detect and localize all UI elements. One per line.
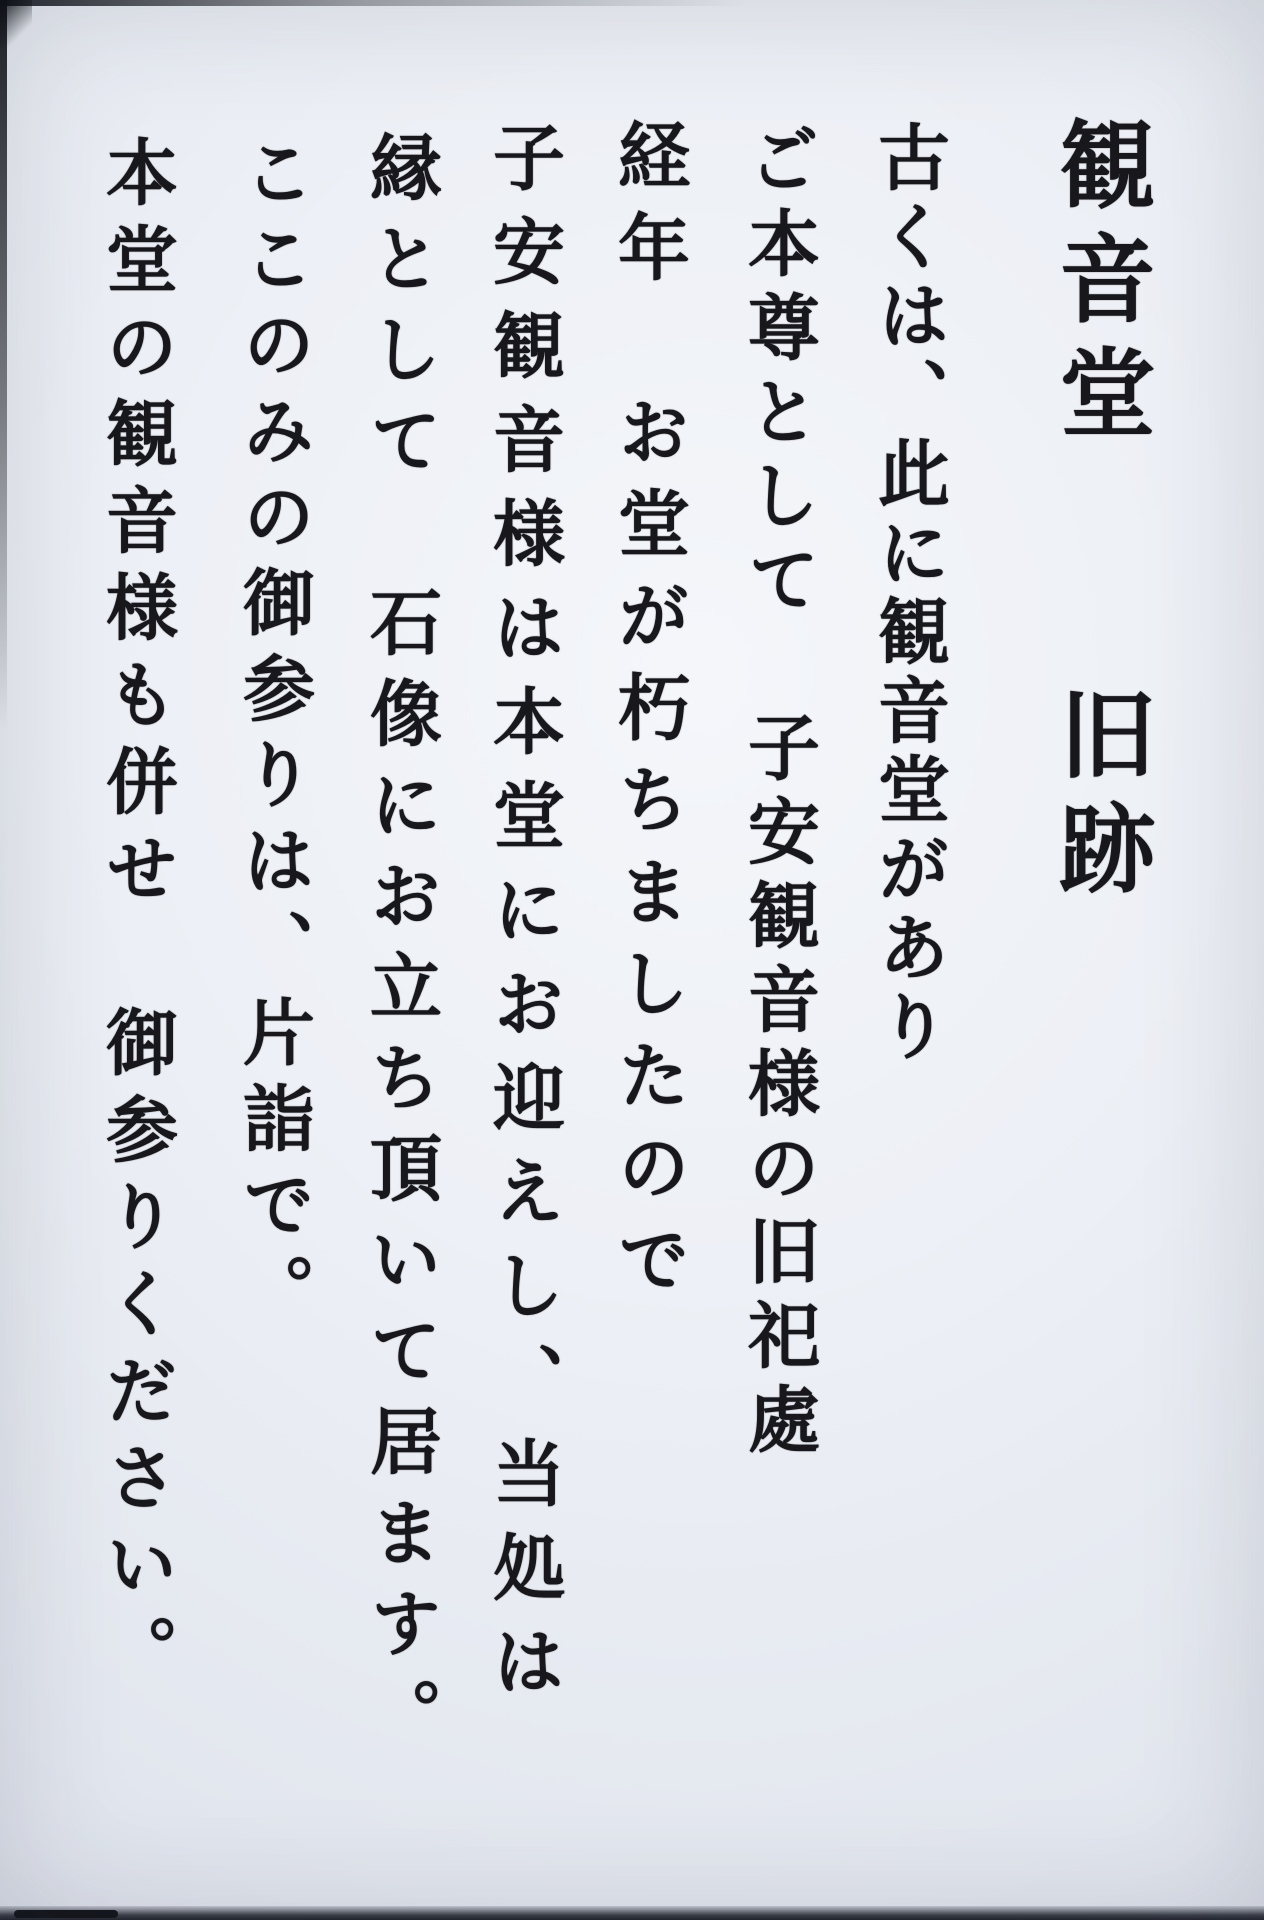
text-column-1: 古くは、此に観音堂があり [866,120,951,1068]
text-column-3: 経年 お堂が朽ちましたので [606,118,691,1314]
photo-edge-top [0,0,880,6]
photo-edge-left [0,0,7,730]
text-column-2: ご本尊として 子安観音様の旧祀處 [736,122,821,1466]
text-column-6: ここのみの御参りは、片詣で。 [231,135,316,1339]
text-column-5: 縁として 石像にお立ち頂いて居ます。 [358,130,443,1768]
photo-corner-top-left [0,0,32,48]
photo-edge-bottom [0,1906,1264,1920]
text-column-7: 本堂の観音様も併せ 御参りください。 [94,135,179,1701]
photo-edge-bottom-shadow [14,1910,118,1918]
text-column-4: 子安観音様は本堂にお迎えし、当処は [481,120,566,1718]
sign-title: 観音堂 旧跡 [1044,115,1157,913]
